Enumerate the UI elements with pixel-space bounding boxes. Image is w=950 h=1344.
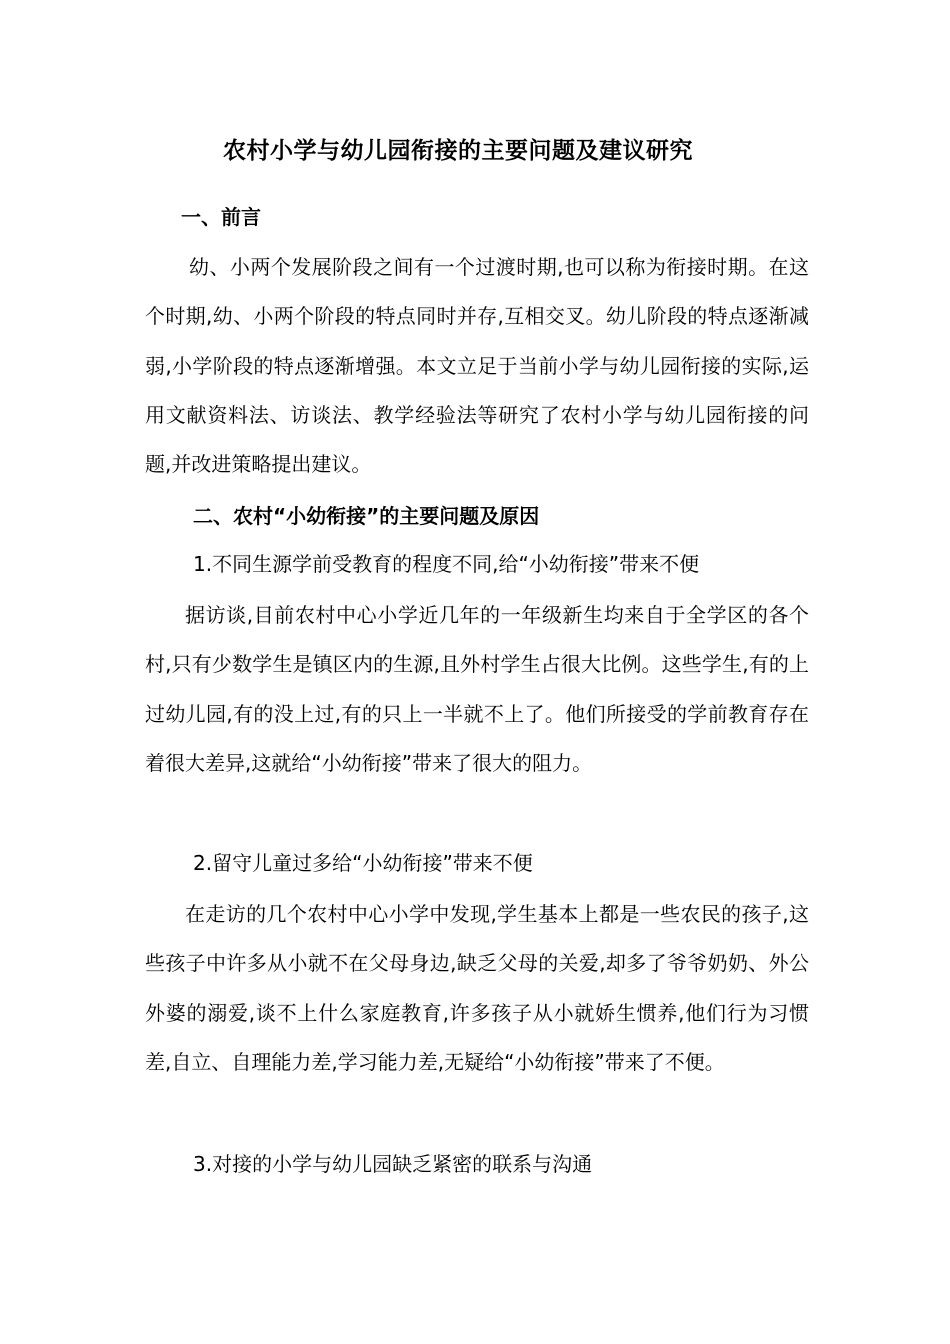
problem-2-heading: 2.留守儿童过多给“小幼衔接”带来不便: [193, 851, 533, 875]
intro-paragraph: 幼、小两个发展阶段之间有一个过渡时期,也可以称为衔接时期。在这个时期,幼、小两个阶段的特点同时并存,互相交叉。幼儿阶段的特点逐渐减弱,小学阶段的特点逐渐增强。本文立足于当前小学与幼儿园衔接的实际,运用文献资料法、访谈法、教学经验法等研究了农村小学与幼儿园衔接的问题,并改进策略提出建议。: [145, 255, 809, 477]
section-heading-problems: 二、农村“小幼衔接”的主要问题及原因: [193, 504, 540, 528]
problem-3-heading: 3.对接的小学与幼儿园缺乏紧密的联系与沟通: [193, 1152, 593, 1176]
problem-2-paragraph: 在走访的几个农村中心小学中发现,学生基本上都是一些农民的孩子,这些孩子中许多从小就不在父母身边,缺乏父母的关爱,却多了爷爷奶奶、外公外婆的溺爱,谈不上什么家庭教育,许多孩子从小就娇生惯养,他们行为习惯差,自立、自理能力差,学习能力差,无疑给“小幼衔接”带来了不便。: [145, 902, 809, 1074]
problem-1-heading: 1.不同生源学前受教育的程度不同,给“小幼衔接”带来不便: [193, 552, 700, 576]
document-title: 农村小学与幼儿园衔接的主要问题及建议研究: [223, 138, 693, 164]
section-heading-intro: 一、前言: [181, 205, 261, 229]
problem-1-paragraph: 据访谈,目前农村中心小学近几年的一年级新生均来自于全学区的各个村,只有少数学生是镇区内的生源,且外村学生占很大比例。这些学生,有的上过幼儿园,有的没上过,有的只上一半就不上了。他们所接受的学前教育存在着很大差异,这就给“小幼衔接”带来了很大的阻力。: [145, 603, 809, 775]
